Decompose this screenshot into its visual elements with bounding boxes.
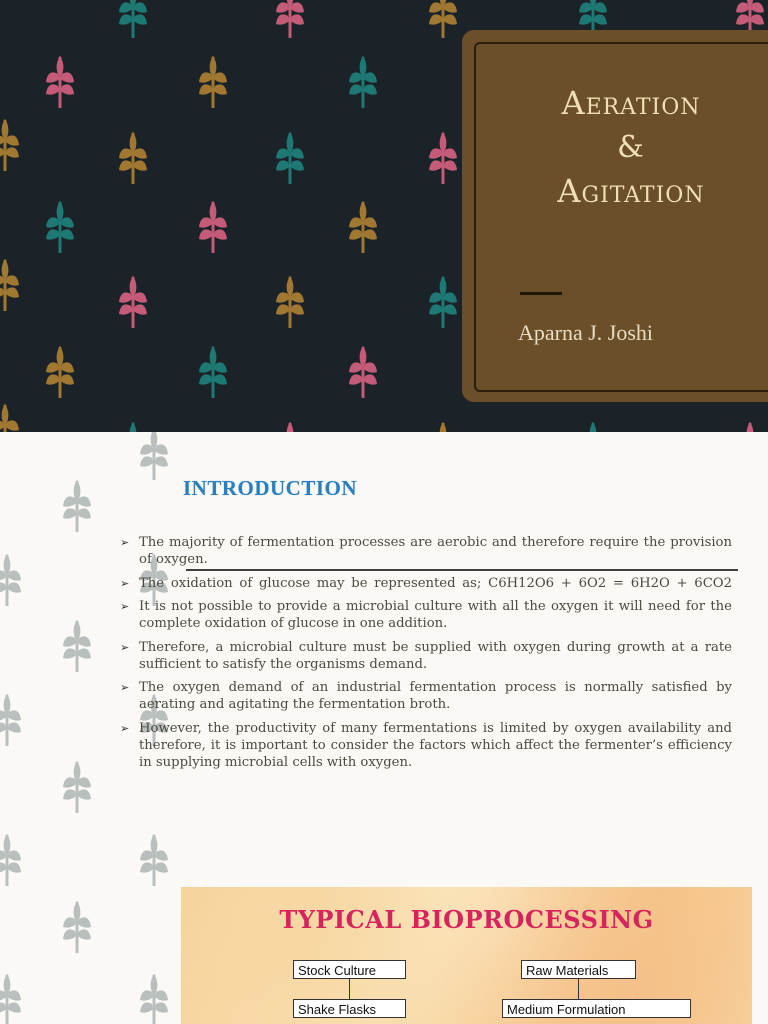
shake-flasks-box: Shake Flasks (293, 999, 406, 1018)
leaf-icon (43, 342, 77, 398)
bullet-text: The majority of fermentation processes are aerobic and therefore require the provision of oxygen. (139, 535, 732, 567)
flow-arrow (578, 979, 579, 999)
leaf-icon (116, 418, 150, 432)
leaf-icon (273, 128, 307, 184)
leaf-icon (733, 418, 767, 432)
arrow-bullet-icon: ➢ (120, 640, 130, 654)
bullet-text: Therefore, a microbial culture must be supplied with oxygen during growth at a rate sufficient to satisfy the organisms demand. (139, 639, 732, 672)
leaf-icon (346, 342, 380, 398)
leaf-icon (0, 690, 24, 746)
leaf-icon (116, 0, 150, 38)
arrow-bullet-icon: ➢ (120, 681, 130, 694)
leaf-icon (60, 897, 94, 953)
leaf-icon (116, 272, 150, 328)
leaf-icon (60, 757, 94, 813)
leaf-icon (346, 52, 380, 108)
leaf-icon (116, 128, 150, 184)
leaf-icon (60, 616, 94, 672)
raw-materials-box: Raw Materials (521, 960, 636, 979)
bullet-item (120, 639, 732, 673)
title-line-2: & (617, 130, 645, 165)
bullet-item (120, 598, 732, 632)
separator-line (186, 569, 738, 571)
leaf-icon (426, 418, 460, 432)
leaf-icon (0, 115, 22, 171)
leaf-icon (426, 272, 460, 328)
title-slide (0, 0, 768, 432)
title-card (462, 30, 768, 402)
author-name: Aparna J. Joshi (518, 320, 654, 345)
title-line-1: Aeration (561, 84, 701, 122)
leaf-icon (426, 128, 460, 184)
bullet-text: It is not possible to provide a microbial culture with all the oxygen it will need for the complete oxidation of glucose in one addition. (139, 599, 732, 631)
leaf-icon (576, 418, 610, 432)
leaf-icon (273, 418, 307, 432)
intro-slide (0, 432, 768, 1024)
arrow-bullet-icon: ➢ (120, 721, 130, 735)
arrow-bullet-icon: ➢ (120, 600, 130, 613)
leaf-icon (346, 197, 380, 253)
leaf-icon (43, 197, 77, 253)
bioprocessing-title: TYPICAL BIOPROCESSING (279, 905, 654, 934)
bullet-text: The oxygen demand of an industrial fermentation process is normally satisfied by aerating and agitating the fermentation broth. (139, 680, 732, 712)
leaf-icon (196, 52, 230, 108)
bullet-item (120, 720, 732, 771)
leaf-icon (0, 970, 24, 1024)
leaf-icon (137, 432, 171, 480)
bullet-item (120, 575, 732, 592)
leaf-icon (0, 830, 24, 886)
stock-culture-box: Stock Culture (293, 960, 406, 979)
title-divider (520, 292, 562, 295)
bullet-text: The oxidation of glucose may be represented as; C6H12O6 + 6O2 = 6H2O + 6CO2 (139, 575, 732, 591)
leaf-icon (0, 400, 22, 432)
leaf-icon (426, 0, 460, 38)
arrow-bullet-icon: ➢ (120, 536, 130, 549)
flow-arrow (349, 979, 350, 999)
arrow-bullet-icon: ➢ (120, 576, 130, 590)
leaf-icon (196, 342, 230, 398)
intro-heading: INTRODUCTION (183, 476, 358, 500)
bullet-item (120, 679, 732, 713)
leaf-icon (43, 52, 77, 108)
title-line-3: Agitation (557, 172, 705, 210)
bullet-item (120, 534, 732, 568)
leaf-icon (137, 970, 171, 1024)
medium-formulation-box: Medium Formulation (502, 999, 691, 1018)
bioprocessing-image (181, 887, 752, 1024)
leaf-icon (0, 255, 22, 311)
leaf-icon (60, 476, 94, 532)
bullet-text: However, the productivity of many fermentations is limited by oxygen availability and therefore, it is important to consider the factors which affect the fermenter’s efficiency in supplying microbial cells with oxygen. (139, 720, 732, 770)
leaf-icon (0, 550, 24, 606)
title-card-border (474, 42, 768, 392)
leaf-icon (137, 830, 171, 886)
leaf-icon (273, 272, 307, 328)
leaf-icon (196, 197, 230, 253)
leaf-icon (273, 0, 307, 38)
